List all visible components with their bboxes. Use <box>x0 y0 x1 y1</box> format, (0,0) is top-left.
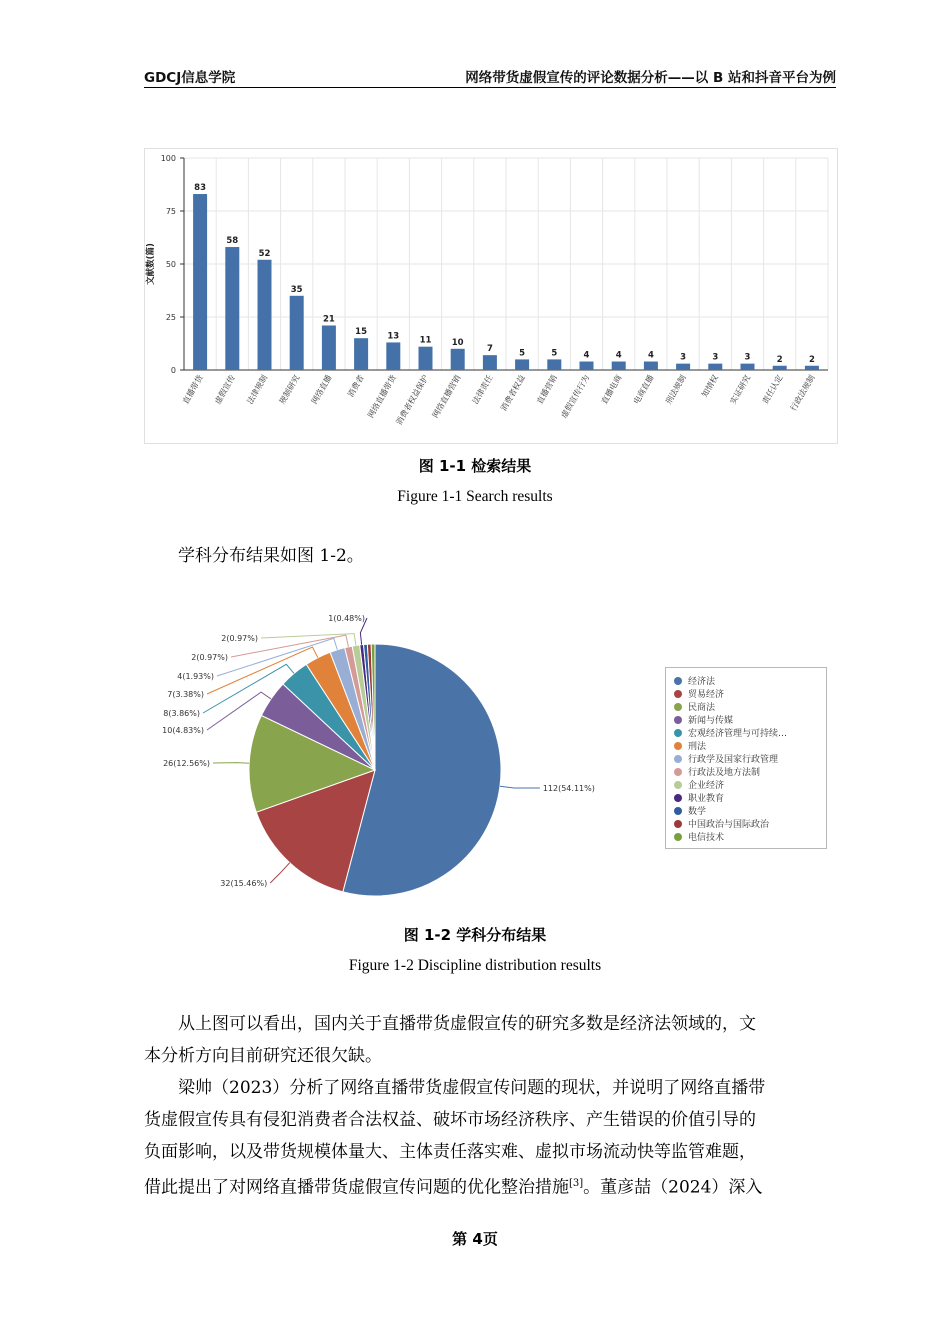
legend-swatch <box>674 716 682 724</box>
intro-paragraph <box>144 540 838 572</box>
legend-label: 行政学及国家行政管理 <box>688 755 779 765</box>
x-tick-label: 规制研究 <box>277 373 302 406</box>
bar-value-label: 35 <box>290 284 303 295</box>
paragraph-1 <box>144 1008 838 1072</box>
figure2-caption-en: Figure 1-2 Discipline distribution results <box>348 957 602 974</box>
paragraph-2 <box>144 1072 838 1204</box>
legend-swatch <box>674 729 682 737</box>
x-tick-label: 网络直播营销 <box>430 373 463 420</box>
figure2-caption-zh: 图 1-2 学科分布结果 <box>403 926 547 944</box>
bar <box>515 359 529 370</box>
legend-label: 刑法 <box>688 742 707 752</box>
legend-swatch <box>674 807 682 815</box>
bar <box>708 364 722 370</box>
paragraph-1-line-1: 从上图可以看出，国内关于直播带货虚假宣传的研究多数是经济法领域的，文 <box>178 1014 756 1034</box>
x-tick-label: 直播电商 <box>599 373 624 406</box>
legend-item <box>674 700 715 713</box>
bar <box>612 362 626 370</box>
bar <box>322 325 336 370</box>
x-tick-label: 法律规制 <box>245 373 270 406</box>
legend-item <box>674 765 760 778</box>
bar-chart-container <box>144 148 838 444</box>
pie-slice-label: 10(4.83%) <box>162 726 204 735</box>
x-tick-label: 网络直播带货 <box>366 373 399 420</box>
x-tick-label: 直播营销 <box>535 373 560 406</box>
bar-value-label: 2 <box>808 354 815 365</box>
header-rule <box>144 87 836 88</box>
legend-swatch <box>674 794 682 802</box>
bar-value-label: 4 <box>583 350 590 361</box>
legend-swatch <box>674 768 682 776</box>
header-institution: GDCJ信息学院 <box>144 70 236 86</box>
legend-item <box>674 804 706 817</box>
x-tick-label: 法律责任 <box>470 373 495 406</box>
legend-swatch <box>674 781 682 789</box>
legend-item <box>674 778 724 791</box>
y-tick-label: 75 <box>165 207 176 216</box>
legend-swatch <box>674 820 682 828</box>
page-number: 第 4页 <box>452 1230 498 1248</box>
paragraph-2-line-2: 货虚假宣传具有侵犯消费者合法权益、破坏市场经济秩序、产生错误的价值引导的 <box>144 1110 756 1130</box>
legend-swatch <box>674 677 682 685</box>
legend-item <box>674 752 778 765</box>
legend-item <box>674 726 787 739</box>
legend-label: 行政法及地方法制 <box>688 768 761 778</box>
bar <box>354 338 368 370</box>
bar <box>483 355 497 370</box>
leader-line <box>500 786 540 788</box>
pie-slice-label: 1(0.48%) <box>328 614 365 623</box>
bar <box>773 366 787 370</box>
legend-swatch <box>674 755 682 763</box>
x-tick-label: 网络直播 <box>309 373 334 406</box>
bar-value-label: 10 <box>451 337 464 348</box>
bar-value-label: 4 <box>647 350 654 361</box>
bar-value-label: 3 <box>744 352 751 363</box>
x-tick-label: 责任认定 <box>760 373 785 406</box>
citation-marker: [3] <box>569 1178 584 1189</box>
y-tick-label: 0 <box>170 366 176 375</box>
legend-swatch <box>674 703 682 711</box>
paragraph-2-line-1: 梁帅（2023）分析了网络直播带货虚假宣传问题的现状，并说明了网络直播带 <box>178 1078 766 1098</box>
bar <box>193 194 207 370</box>
pie-legend <box>665 667 827 849</box>
x-tick-label: 行政法规制 <box>788 373 817 413</box>
legend-item <box>674 687 724 700</box>
legend-item <box>674 674 715 687</box>
legend-label: 贸易经济 <box>688 690 725 700</box>
paragraph-1-line-2: 本分析方向目前研究还很欠缺。 <box>144 1046 382 1066</box>
bar <box>419 347 433 370</box>
legend-item <box>674 830 724 843</box>
bar <box>547 359 561 370</box>
x-tick-label: 虚假宣传行为 <box>559 373 592 420</box>
bar-value-label: 5 <box>519 348 526 359</box>
x-tick-label: 知情权 <box>700 373 721 399</box>
x-tick-label: 消费者权益保护 <box>394 373 431 427</box>
bar <box>386 342 400 370</box>
legend-swatch <box>674 833 682 841</box>
bar-value-label: 21 <box>322 314 335 325</box>
bar <box>741 364 755 370</box>
pie-slice-label: 7(3.38%) <box>167 690 204 699</box>
bar-chart <box>144 148 838 444</box>
y-axis-label: 文献数(篇) <box>146 243 156 285</box>
intro-text: 学科分布结果如图 1-2。 <box>178 546 364 566</box>
legend-label: 经济法 <box>688 677 716 687</box>
figure1-caption-en: Figure 1-1 Search results <box>397 488 553 505</box>
pie-slice-label: 26(12.56%) <box>163 759 210 768</box>
legend-swatch <box>674 742 682 750</box>
header-thesis-title: 网络带货虚假宣传的评论数据分析——以 B 站和抖音平台为例 <box>465 70 836 86</box>
x-tick-label: 实证研究 <box>728 373 753 406</box>
bar-value-label: 58 <box>226 236 239 247</box>
pie-slice-label: 2(0.97%) <box>221 634 258 643</box>
bar-value-label: 83 <box>194 183 207 194</box>
bar-value-label: 52 <box>258 248 271 259</box>
x-tick-label: 直播带货 <box>181 373 205 406</box>
pie-slice-label: 112(54.11%) <box>542 784 595 794</box>
leader-line <box>213 763 249 764</box>
pie-slice-label: 4(1.93%) <box>177 672 214 681</box>
y-tick-label: 25 <box>165 313 176 322</box>
y-tick-label: 100 <box>160 154 176 163</box>
bar-value-label: 15 <box>355 327 368 338</box>
x-tick-label: 消费者权益 <box>499 373 527 413</box>
bar <box>644 362 658 370</box>
leader-line <box>261 634 356 646</box>
legend-label: 职业教育 <box>688 794 725 804</box>
bar <box>580 362 594 370</box>
bar <box>225 247 239 370</box>
bar-value-label: 7 <box>486 344 493 355</box>
bar <box>451 349 465 370</box>
bar-value-label: 3 <box>680 352 687 363</box>
legend-label: 数学 <box>688 807 707 817</box>
x-tick-label: 电商直播 <box>631 373 656 406</box>
bar <box>676 364 690 370</box>
bar <box>805 366 819 370</box>
legend-label: 电信技术 <box>688 833 725 843</box>
y-tick-label: 50 <box>165 260 176 269</box>
x-tick-label: 虚假宣传 <box>213 373 238 406</box>
legend-label: 宏观经济管理与可持续… <box>688 729 788 739</box>
legend-label: 企业经济 <box>688 781 725 791</box>
bar-value-label: 3 <box>712 352 719 363</box>
legend-label: 民商法 <box>688 703 716 713</box>
legend-item <box>674 817 769 830</box>
pie-slice-label: 32(15.46%) <box>220 879 268 889</box>
figure1-caption-zh: 图 1-1 检索结果 <box>418 457 532 475</box>
leader-line <box>270 863 289 883</box>
bar <box>290 296 304 370</box>
paragraph-2-line-4-text: 借此提出了对网络直播带货虚假宣传问题的优化整治措施 <box>144 1177 569 1198</box>
pie-slice-label: 2(0.97%) <box>191 653 228 662</box>
bar-value-label: 2 <box>776 354 783 365</box>
paragraph-2-line-4-tail: 。董彦喆（2024）深入 <box>583 1177 763 1198</box>
legend-swatch <box>674 690 682 698</box>
bar-value-label: 4 <box>615 350 622 361</box>
legend-item <box>674 791 724 804</box>
legend-item <box>674 713 733 726</box>
pie-chart <box>155 608 655 908</box>
bar-value-label: 13 <box>387 331 400 342</box>
legend-item <box>674 739 706 752</box>
pie-slice-label: 8(3.86%) <box>163 709 200 718</box>
legend-label: 新闻与传媒 <box>688 716 734 726</box>
bar-value-label: 11 <box>419 335 432 346</box>
paragraph-2-line-4 <box>144 1168 838 1204</box>
bar <box>258 260 272 370</box>
legend-label: 中国政治与国际政治 <box>688 820 770 830</box>
x-tick-label: 刑法规制 <box>664 373 688 406</box>
bar-value-label: 5 <box>551 348 558 359</box>
x-tick-label: 消费者 <box>346 373 366 399</box>
paragraph-2-line-3: 负面影响，以及带货规模体量大、主体责任落实难、虚拟市场流动快等监管难题， <box>144 1142 756 1162</box>
